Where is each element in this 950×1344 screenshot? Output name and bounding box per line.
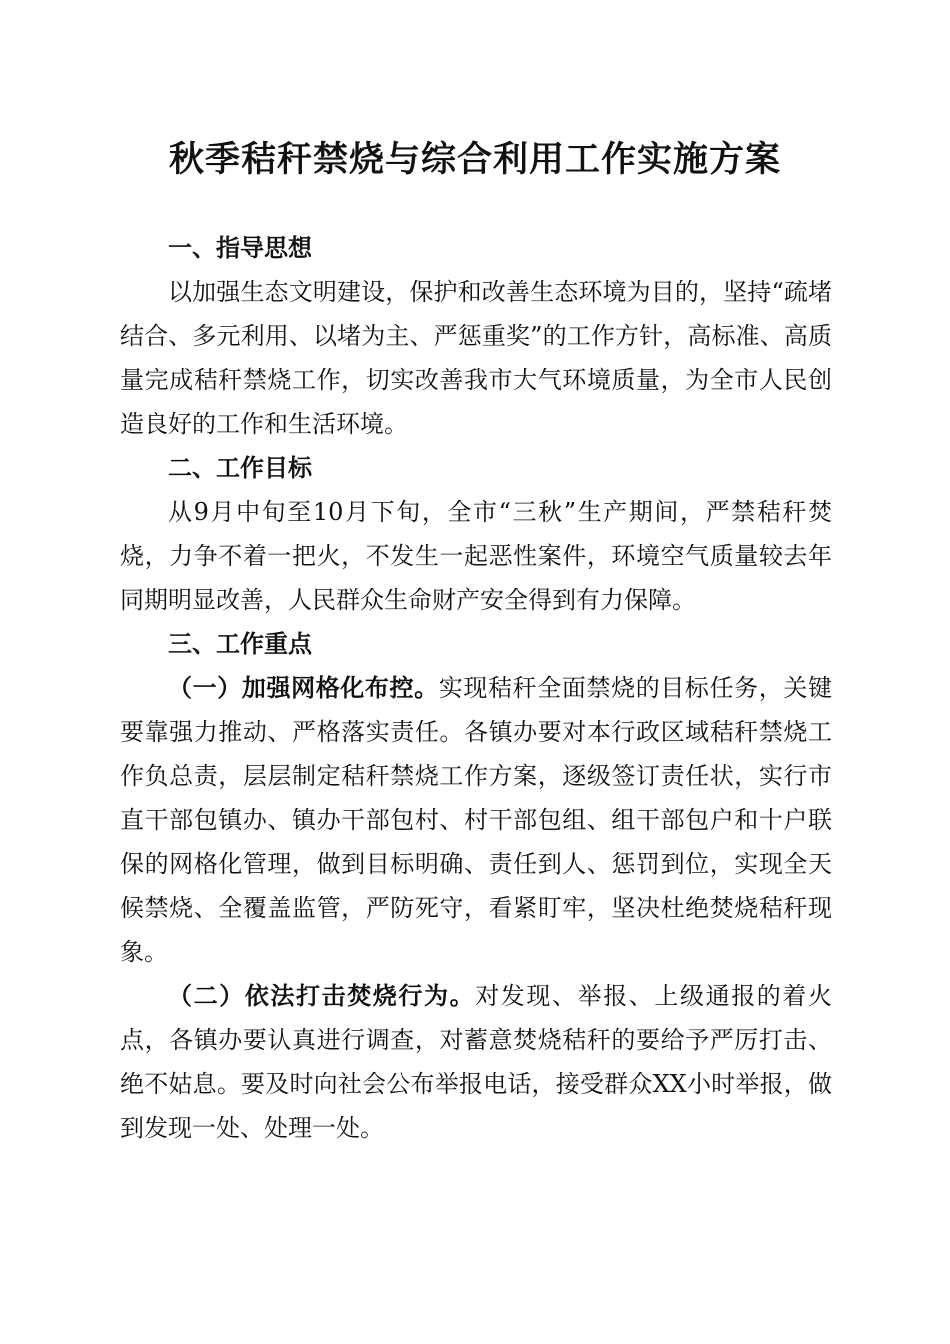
work-focus-item-crack-down — [120, 974, 832, 1150]
section-heading-work-focus: 三、工作重点 — [168, 630, 312, 658]
section-heading-work-goals: 二、工作目标 — [168, 454, 312, 482]
document-title: 秋季秸秆禁烧与综合利用工作实施方案 — [168, 139, 781, 180]
work-focus-item-grid-control — [120, 666, 832, 974]
section-paragraph-guiding-ideology: 以加强生态文明建设，保护和改善生态环境为目的，坚持“疏堵结合、多元利用、以堵为主、严惩重奖”的工作方针，高标准、高质量完成秸秆禁烧工作，切实改善我市大气环境质量，为全市人民创造良好的工作和生活环境。 — [120, 278, 832, 438]
document-body — [120, 226, 832, 1150]
section-paragraph-work-goals: 从9月中旬至10月下旬，全市“三秋”生产期间，严禁秸秆焚烧，力争不着一把火，不发生一起恶性案件，环境空气质量较去年同期明显改善，人民群众生命财产安全得到有力保障。 — [120, 498, 832, 614]
work-focus-item-text: 对发现、举报、上级通报的着火点，各镇办要认真进行调查，对蓄意焚烧秸秆的要给予严厉打击、绝不姑息。要及时向社会公布举报电话，接受群众XX小时举报，做到发现一处、处理一处。 — [120, 982, 833, 1142]
work-focus-item-lead: （一）加强网格化布控。 — [168, 673, 439, 702]
section-heading-guiding-ideology: 一、指导思想 — [168, 234, 312, 262]
work-focus-item-text: 实现秸秆全面禁烧的目标任务，关键要靠强力推动、严格落实责任。各镇办要对本行政区域秸秆禁烧工作负总责，层层制定秸秆禁烧工作方案，逐级签订责任状，实行市直干部包镇办、镇办干部包村、村干部包组、组干部包户和十户联保的网格化管理，做到目标明确、责任到人、惩罚到位，实现全天候禁烧、全覆盖监管，严防死守，看紧盯牢，坚决杜绝焚烧秸秆现象。 — [120, 674, 833, 966]
work-focus-item-lead: （二）依法打击焚烧行为。 — [168, 981, 476, 1010]
